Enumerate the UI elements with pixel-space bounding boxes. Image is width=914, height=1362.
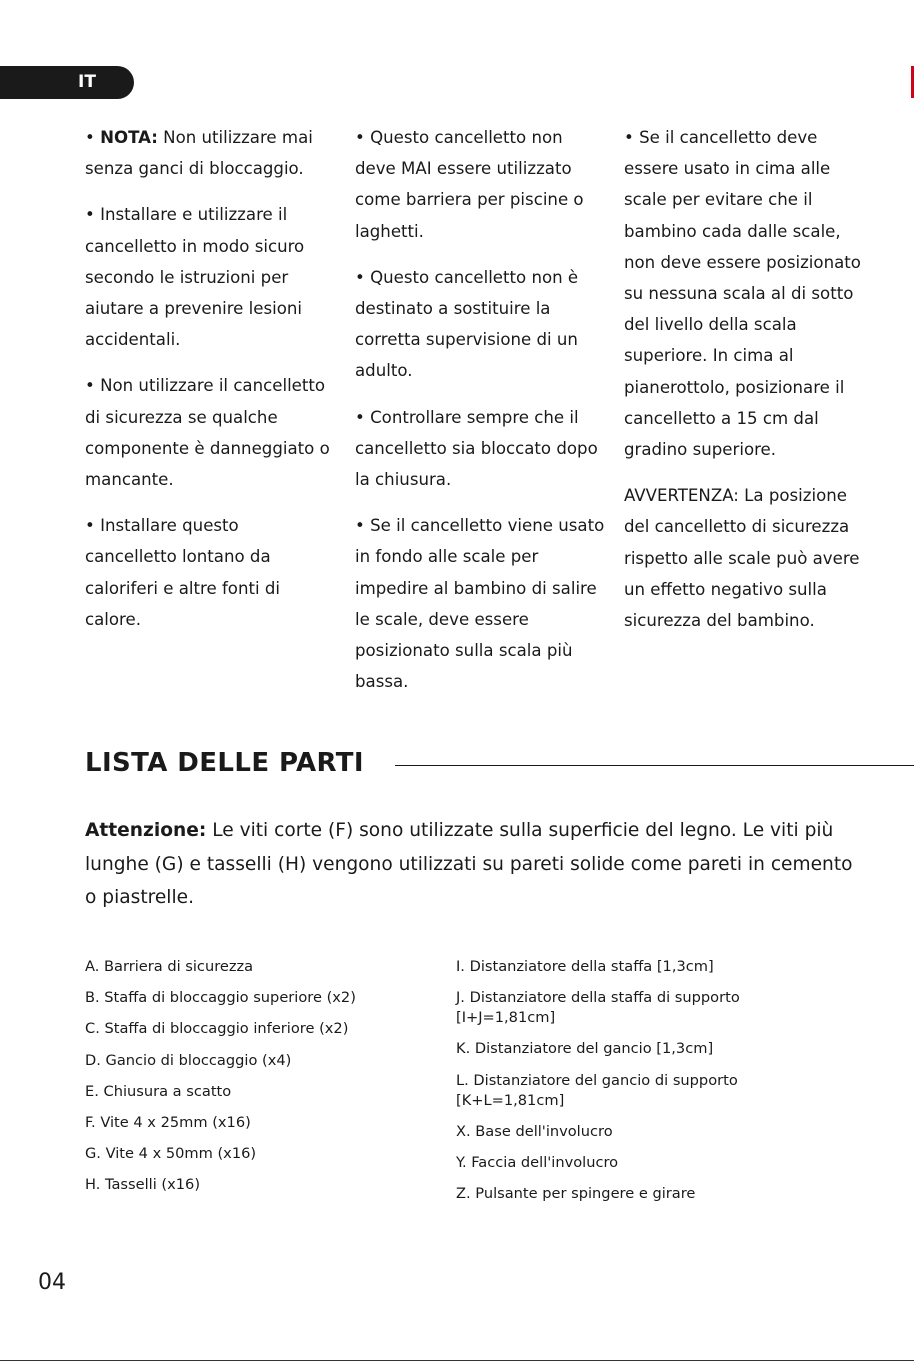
language-tab bbox=[0, 66, 134, 99]
part-item: Y. Faccia dell'involucro bbox=[456, 1153, 619, 1171]
notes-column-2 bbox=[355, 122, 605, 712]
language-label: IT bbox=[78, 72, 96, 92]
note-item: • Se il cancelletto deve essere usato in cima alle scale per evitare che il bambino cada dalle scale, non deve essere posizionato su nessuna scala al di sotto del livello della scala superiore. In cima al pianerottolo, posizionare il cancelletto a 15 cm dal gradino superiore. bbox=[624, 128, 861, 460]
parts-list-right bbox=[456, 957, 786, 1215]
note-item: • Installare e utilizzare il cancelletto in modo sicuro secondo le istruzioni per aiutare a prevenire lesioni accidentali. bbox=[85, 205, 305, 350]
note-item: • NOTA: Non utilizzare mai senza ganci di bloccaggio. bbox=[85, 128, 313, 179]
attention-text: Le viti corte (F) sono utilizzate sulla superficie del legno. Le viti più lunghe (G) e tasselli (H) vengono utilizzati su pareti solide come pareti in cemento o piastrelle. bbox=[85, 820, 853, 908]
note-item: • Questo cancelletto non è destinato a sostituire la corretta supervisione di un adulto. bbox=[355, 267, 579, 381]
note-item: • Se il cancelletto viene usato in fondo alle scale per impedire al bambino di salire le scale, deve essere posizionato sulla scala più bassa. bbox=[355, 516, 605, 692]
note-item: • Non utilizzare il cancelletto di sicurezza se qualche componente è danneggiato o mancante. bbox=[85, 376, 330, 490]
bottom-divider bbox=[0, 1360, 914, 1361]
note-item: • Installare questo cancelletto lontano da caloriferi e altre fonti di calore. bbox=[85, 516, 281, 629]
attention-note bbox=[85, 814, 855, 915]
section-title: LISTA DELLE PARTI bbox=[85, 748, 365, 778]
part-item: H. Tasselli (x16) bbox=[85, 1176, 201, 1194]
section-divider bbox=[395, 765, 914, 766]
part-item: C. Staffa di bloccaggio inferiore (x2) bbox=[85, 1020, 349, 1038]
note-item: • Questo cancelletto non deve MAI essere utilizzato come barriera per piscine o laghetti. bbox=[355, 128, 584, 241]
part-item: Z. Pulsante per spingere e girare bbox=[456, 1185, 696, 1203]
part-item: I. Distanziatore della staffa [1,3cm] bbox=[456, 958, 714, 975]
notes-column-3 bbox=[624, 122, 874, 651]
part-item: L. Distanziatore del gancio di supporto [K+L=1,81cm] bbox=[456, 1071, 738, 1109]
part-item: G. Vite 4 x 50mm (x16) bbox=[85, 1145, 257, 1163]
notes-column-1 bbox=[85, 122, 335, 650]
part-item: E. Chiusura a scatto bbox=[85, 1082, 232, 1100]
part-item: D. Gancio di bloccaggio (x4) bbox=[85, 1051, 292, 1069]
attention-label: Attenzione: bbox=[85, 820, 207, 841]
warning-note: AVVERTENZA: La posizione del cancelletto di sicurezza rispetto alle scale può avere un effetto negativo sulla sicurezza del bambino. bbox=[624, 486, 860, 631]
page-number: 04 bbox=[38, 1270, 66, 1295]
part-item: X. Base dell'involucro bbox=[456, 1122, 613, 1140]
part-item: A. Barriera di sicurezza bbox=[85, 958, 254, 975]
note-item: • Controllare sempre che il cancelletto sia bloccato dopo la chiusura. bbox=[355, 407, 598, 490]
part-item: J. Distanziatore della staffa di supporto [I+J=1,81cm] bbox=[456, 989, 740, 1027]
part-item: F. Vite 4 x 25mm (x16) bbox=[85, 1113, 251, 1131]
parts-list-left bbox=[85, 957, 425, 1207]
part-item: K. Distanziatore del gancio [1,3cm] bbox=[456, 1040, 714, 1058]
part-item: B. Staffa di bloccaggio superiore (x2) bbox=[85, 989, 356, 1007]
